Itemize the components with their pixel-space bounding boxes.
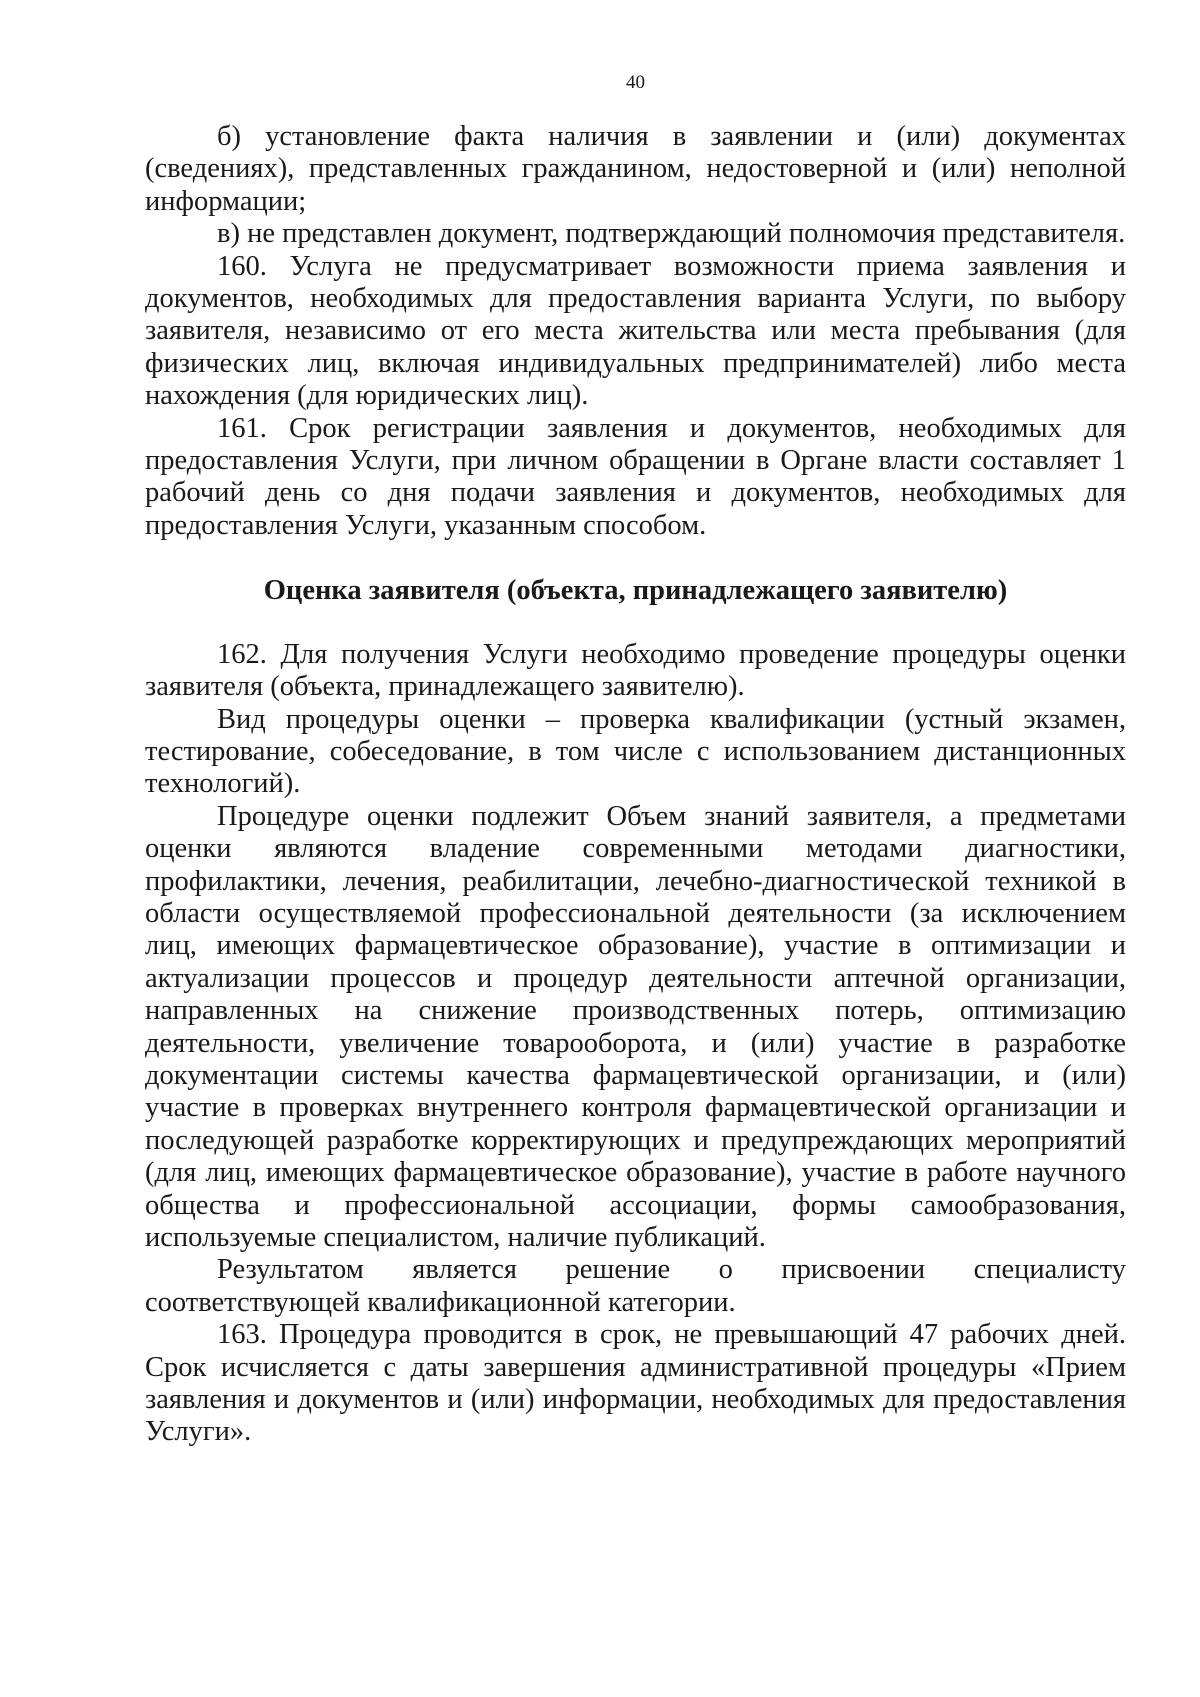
paragraph-161: 161. Срок регистрации заявления и документов, необходимых для предоставления Услуги, при личном обращении в Органе власти составляет 1 рабочий день со дня подачи заявления и документов, необходимых для предоставления Услуги, указанным способом. [145,412,1126,541]
paragraph-result: Результатом является решение о присвоении специалисту соответствующей квалификационной категории. [145,1254,1126,1318]
paragraph-procedure-subject: Процедуре оценки подлежит Объем знаний заявителя, а предметами оценки являются владение современными методами диагностики, профилактики, лечения, реабилитации, лечебно-диагностической техникой в области осуществляемой профессиональной деятельности (за исключением лиц, имеющих фармацевтическое образование), участие в оптимизации и актуализации процессов и процедур деятельности аптечной организации, направленных на снижение производственных потерь, оптимизацию деятельности, увеличение товарооборота, и (или) участие в разработке документации системы качества фармацевтической организации, и (или) участие в проверках внутреннего контроля фармацевтической организации и последующей разработке корректирующих и предупреждающих мероприятий (для лиц, имеющих фармацевтическое образование), участие в работе научного общества и профессиональной ассоциации, формы самообразования, используемые специалистом, наличие публикаций. [145,800,1126,1253]
paragraph-163: 163. Процедура проводится в срок, не превышающий 47 рабочих дней. Срок исчисляется с даты завершения административной процедуры «Прием заявления и документов и (или) информации, необходимых для предоставления Услуги». [145,1319,1126,1448]
paragraph-item-v: в) не представлен документ, подтверждающий полномочия представителя. [217,218,1126,250]
paragraph-item-b: б) установление факта наличия в заявлении и (или) документах (сведениях), представленных гражданином, недостоверной и (или) неполной информации; [145,121,1126,217]
paragraph-160: 160. Услуга не предусматривает возможности приема заявления и документов, необходимых для предоставления варианта Услуги, по выбору заявителя, независимо от его места жительства или места пребывания (для физических лиц, включая индивидуальных предпринимателей) либо места нахождения (для юридических лиц). [145,250,1126,412]
section-heading: Оценка заявителя (объекта, принадлежащего заявителю) [263,575,1008,607]
page-number: 40 [626,72,645,93]
paragraph-procedure-type: Вид процедуры оценки – проверка квалификации (устный экзамен, тестирование, собеседование, в том числе с использованием дистанционных технологий). [145,703,1126,800]
document-body [145,121,1126,1449]
paragraph-162: 162. Для получения Услуги необходимо проведение процедуры оценки заявителя (объекта, принадлежащего заявителю). [145,638,1126,703]
